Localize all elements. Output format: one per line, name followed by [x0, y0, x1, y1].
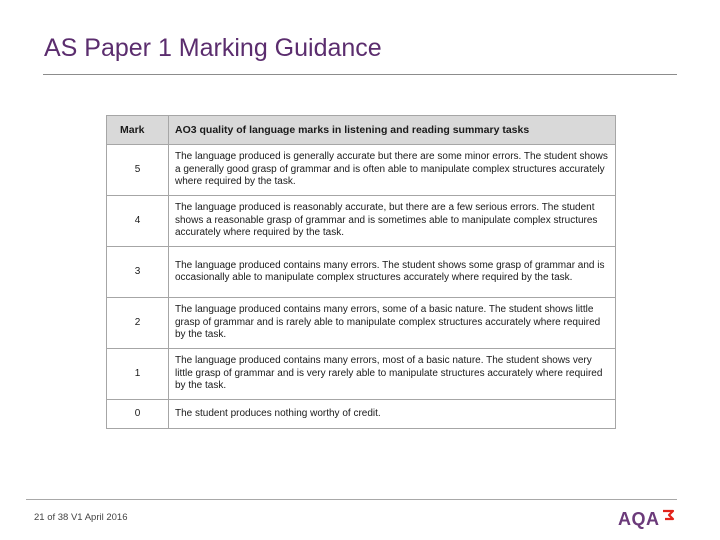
- page-footer: 21 of 38 V1 April 2016: [34, 512, 128, 523]
- mark-cell: 2: [107, 298, 169, 349]
- marking-table-container: [106, 115, 616, 429]
- table-header-row: [107, 116, 616, 145]
- table-row: [107, 298, 616, 349]
- mark-cell: 5: [107, 145, 169, 196]
- marking-guidance-table: [106, 115, 616, 429]
- table-row: [107, 349, 616, 400]
- aqa-logo: [618, 507, 676, 531]
- mark-cell: 1: [107, 349, 169, 400]
- logo-text: AQA: [618, 508, 660, 529]
- description-cell: The language produced contains many errors, most of a basic nature. The student shows very little grasp of grammar and is very rarely able to manipulate structures accurately where required by the task.: [169, 349, 616, 400]
- table-row: [107, 247, 616, 298]
- table-row: [107, 196, 616, 247]
- description-cell: The language produced contains many errors. The student shows some grasp of grammar and is occasionally able to manipulate complex structures accurately where required by the task.: [169, 247, 616, 298]
- description-cell: The student produces nothing worthy of credit.: [169, 400, 616, 429]
- description-cell: The language produced contains many errors, some of a basic nature. The student shows little grasp of grammar and is rarely able to manipulate complex structures accurately where required by the task.: [169, 298, 616, 349]
- description-cell: The language produced is generally accurate but there are some minor errors. The student shows a generally good grasp of grammar and is often able to manipulate complex structures accurately where required by the task.: [169, 145, 616, 196]
- mark-cell: 3: [107, 247, 169, 298]
- mark-cell: 4: [107, 196, 169, 247]
- logo-mark-icon: [662, 509, 676, 521]
- column-header-mark: Mark: [107, 116, 169, 145]
- table-row: [107, 400, 616, 429]
- mark-cell: 0: [107, 400, 169, 429]
- description-cell: The language produced is reasonably accurate, but there are a few serious errors. The student shows a reasonable grasp of grammar and is sometimes able to manipulate complex structures accurately where required by the task.: [169, 196, 616, 247]
- table-row: [107, 145, 616, 196]
- footer-divider: [26, 499, 677, 500]
- title-divider: [43, 74, 677, 75]
- page-title: AS Paper 1 Marking Guidance: [44, 34, 382, 62]
- column-header-description: AO3 quality of language marks in listening and reading summary tasks: [169, 116, 616, 145]
